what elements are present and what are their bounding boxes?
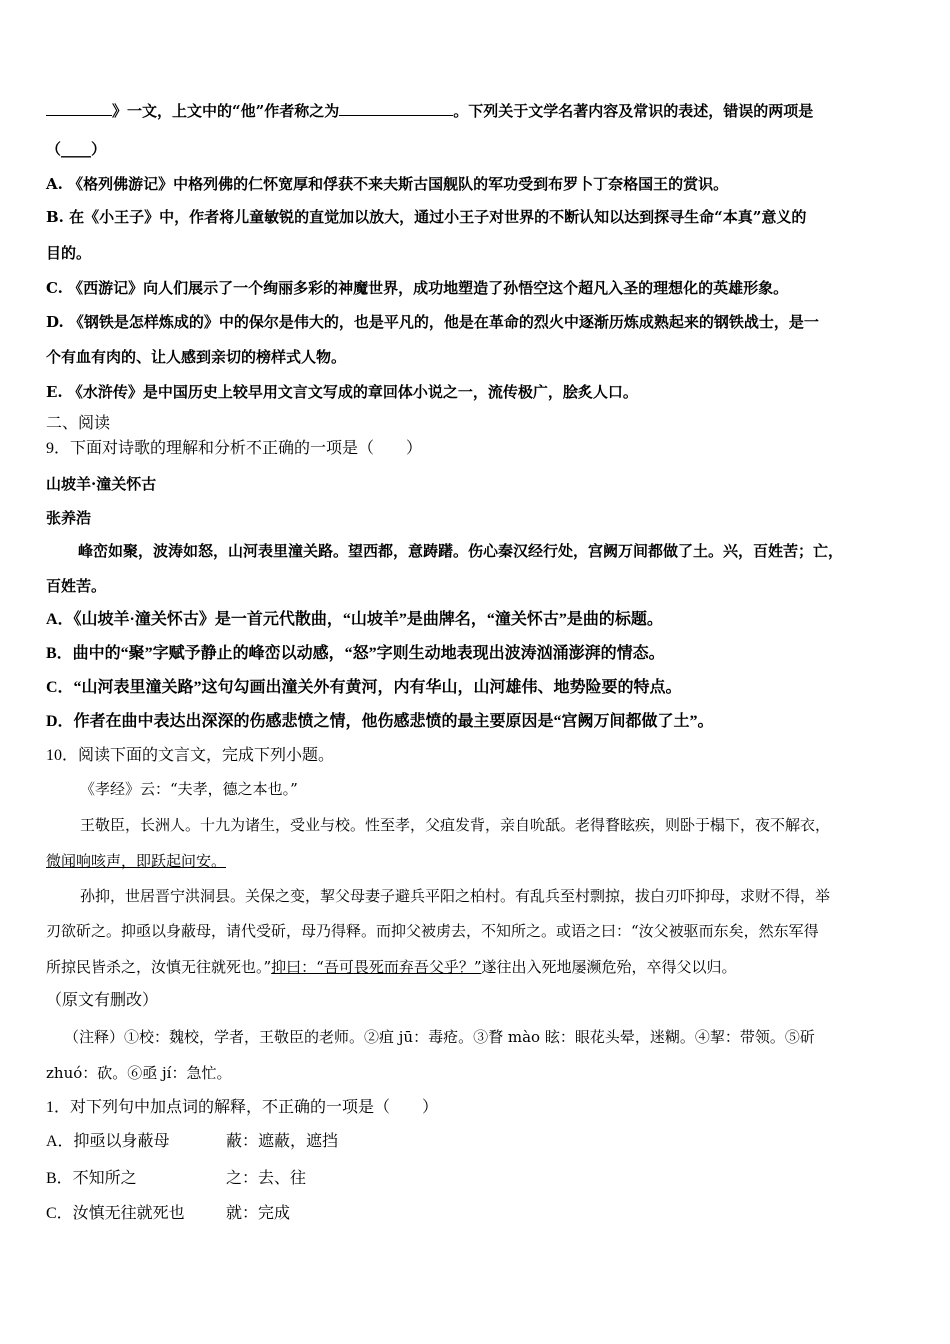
q8-option-b: B. 在《小王子》中，作者将儿童敏锐的直觉加以放大，通过小王子对世界的不断认知以达到探寻生命“本真”意义的 [46, 208, 807, 226]
q8-option-d-cont: 个有血有肉的、让人感到亲切的榜样式人物。 [46, 348, 347, 366]
q9-stem: 9．下面对诗歌的理解和分析不正确的一项是（ ） [46, 440, 423, 457]
q10-stem: 10．阅读下面的文言文，完成下列小题。 [46, 747, 335, 764]
q8-line1: 》一文，上文中的“他”作者称之为 。下列关于文学名著内容及常识的表述，错误的两项是 [46, 101, 813, 121]
poem-title: 山坡羊·潼关怀古 [46, 475, 157, 493]
q9-option-a: A．《山坡羊·潼关怀古》是一首元代散曲，“山坡羊”是曲牌名，“潼关怀古”是曲的标题。 [46, 611, 663, 628]
q8-option-c: C. 《西游记》向人们展示了一个绚丽多彩的神魔世界，成功地塑造了孙悟空这个超凡入圣的理想化的英雄形象。 [46, 279, 789, 297]
sub1-option-b: B．不知所之 之：去、往 [46, 1170, 307, 1187]
sub1-option-c: C．汝慎无往就死也 就：完成 [46, 1205, 291, 1222]
passage-para2-cont1: 刃欲斫之。抑亟以身蔽母，请代受斫，母乃得释。而抑父被虏去，不知所之。或语之曰：“汝父被驱而东矣，然东军得 [46, 922, 819, 940]
sub1-option-a: A．抑亟以身蔽母 蔽：遮蔽，遮挡 [46, 1133, 339, 1150]
q9-option-b: B．曲中的“聚”字赋予静止的峰峦以动感，“怒”字则生动地表现出波涛汹涌澎湃的情态。 [46, 645, 665, 662]
answer-blank [46, 101, 112, 116]
classic-quote: 《孝经》云：“夫孝，德之本也。” [80, 780, 298, 798]
annotations-cont: zhuó：砍。⑥亟 jí：急忙。 [46, 1064, 232, 1082]
poem-text: 峰峦如聚，波涛如怒，山河表里潼关路。望西都，意踌躇。伤心秦汉经行处，宫阙万间都做了土。兴，百姓苦；亡， [78, 542, 844, 560]
q9-option-d: D．作者在曲中表达出深深的伤感悲愤之情，他伤感悲愤的最主要原因是“宫阙万间都做了土”。 [46, 713, 714, 730]
underlined-sentence: 抑曰：“吾可畏死而弃吾父乎？” [271, 958, 482, 976]
sub1-stem: 1．对下列句中加点词的解释，不正确的一项是（ ） [46, 1099, 439, 1116]
annotations: （注释）①校：魏校，学者，王敬臣的老师。②疽 jū：毒疮。③瞀 mào 眩：眼花头晕，迷糊。④挈：带领。⑤斫 [64, 1028, 815, 1046]
q9-option-c: C．“山河表里潼关路”这句勾画出潼关外有黄河，内有华山，山河雄伟、地势险要的特点。 [46, 679, 682, 696]
q8-answer-paren: （____） [46, 140, 107, 158]
source-note: （原文有删改） [46, 992, 159, 1009]
passage-para1: 王敬臣，长洲人。十九为诸生，受业与校。性至孝，父疽发背，亲自吮舐。老得瞀眩疾，则卧于榻下，夜不解衣， [80, 816, 831, 834]
poem-text-cont: 百姓苦。 [46, 577, 107, 595]
passage-para2-cont2: 所掠民皆杀之，汝慎无往就死也。”抑曰：“吾可畏死而弃吾父乎？”遂往出入死地屡濒危殆，卒得父以归。 [46, 958, 737, 976]
q8-option-b-cont: 目的。 [46, 244, 92, 262]
passage-para2: 孙抑，世居晋宁洪洞县。关保之变，挈父母妻子避兵平阳之柏村。有乱兵至村剽掠，拔白刃吓抑母，求财不得，举 [80, 887, 831, 905]
poem-author: 张养浩 [46, 509, 92, 527]
answer-blank [339, 101, 453, 116]
q8-option-d: D. 《钢铁是怎样炼成的》中的保尔是伟大的，也是平凡的，他是在革命的烈火中逐渐历炼成熟起来的钢铁战士，是一 [46, 313, 819, 331]
q8-option-a: A. 《格列佛游记》中格列佛的仁怀宽厚和俘获不来夫斯古国舰队的军功受到布罗卜丁奈格国王的赏识。 [46, 175, 729, 193]
section-heading: 二、阅读 [46, 415, 111, 432]
q8-option-e: E. 《水浒传》是中国历史上较早用文言文写成的章回体小说之一，流传极广，脍炙人口。 [46, 383, 638, 401]
passage-para1-cont: 微闻响咳声，即跃起问安。 [46, 852, 227, 870]
